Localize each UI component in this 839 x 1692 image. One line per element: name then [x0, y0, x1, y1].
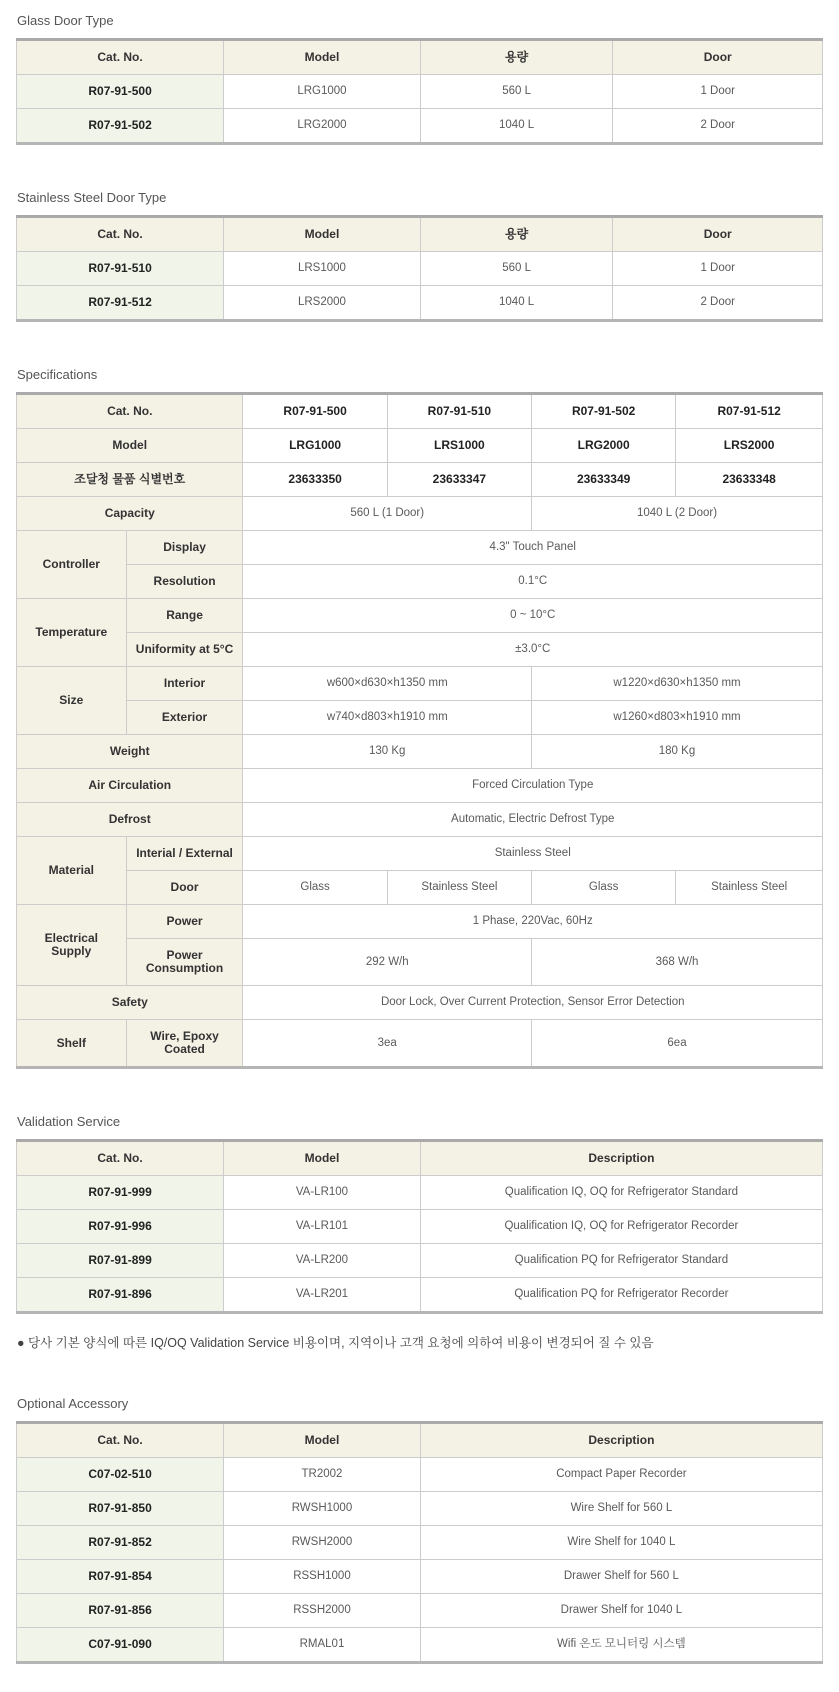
column-header: Model	[224, 217, 421, 252]
value-cell: 1 Phase, 220Vac, 60Hz	[243, 905, 823, 939]
value-cell: Forced Circulation Type	[243, 769, 823, 803]
bold-value-cell: LRS2000	[676, 429, 823, 463]
value-cell: 2 Door	[613, 286, 823, 321]
section-stainless-door-type	[16, 190, 823, 322]
value-cell: Qualification IQ, OQ for Refrigerator Standard	[420, 1176, 822, 1210]
value-cell: w740×d803×h1910 mm	[243, 701, 532, 735]
value-cell: 560 L	[420, 252, 613, 286]
value-cell: 292 W/h	[243, 939, 532, 986]
cat-no-cell: R07-91-899	[17, 1244, 224, 1278]
section-glass-door-type	[16, 13, 823, 145]
value-cell: LRS1000	[224, 252, 421, 286]
value-cell: 0 ~ 10°C	[243, 599, 823, 633]
cat-no-cell: R07-91-850	[17, 1492, 224, 1526]
label-cell: Wire, Epoxy Coated	[126, 1020, 243, 1068]
section-validation-service	[16, 1114, 823, 1351]
header-row	[17, 40, 823, 75]
value-cell: VA-LR100	[224, 1176, 421, 1210]
label-cell: Model	[17, 429, 243, 463]
column-header: Door	[613, 217, 823, 252]
bold-value-cell: R07-91-502	[532, 394, 676, 429]
cat-no-cell: R07-91-852	[17, 1526, 224, 1560]
table-row	[17, 1278, 823, 1313]
column-header: Cat. No.	[17, 1141, 224, 1176]
value-cell: RWSH2000	[224, 1526, 421, 1560]
section-optional-accessory	[16, 1396, 823, 1664]
value-cell: 0.1°C	[243, 565, 823, 599]
value-cell: Glass	[243, 871, 387, 905]
value-cell: 1 Door	[613, 75, 823, 109]
column-header: Cat. No.	[17, 40, 224, 75]
cat-no-cell: C07-02-510	[17, 1458, 224, 1492]
value-cell: Stainless Steel	[243, 837, 823, 871]
table-row	[17, 769, 823, 803]
label-cell: Electrical Supply	[17, 905, 127, 986]
value-cell: w1260×d803×h1910 mm	[532, 701, 823, 735]
cat-no-cell: R07-91-512	[17, 286, 224, 321]
cat-no-cell: R07-91-856	[17, 1594, 224, 1628]
table-row	[17, 1526, 823, 1560]
section-title: Optional Accessory	[17, 1396, 129, 1411]
value-cell: Compact Paper Recorder	[420, 1458, 822, 1492]
label-cell: Material	[17, 837, 127, 905]
value-cell: LRG2000	[224, 109, 421, 144]
label-cell: Defrost	[17, 803, 243, 837]
section-specifications	[16, 367, 823, 1069]
label-cell: Uniformity at 5°C	[126, 633, 243, 667]
table-row	[17, 463, 823, 497]
value-cell: VA-LR200	[224, 1244, 421, 1278]
cat-no-cell: R07-91-999	[17, 1176, 224, 1210]
column-header: Model	[224, 1423, 421, 1458]
cat-no-cell: C07-91-090	[17, 1628, 224, 1663]
column-header: Description	[420, 1423, 822, 1458]
table-row	[17, 497, 823, 531]
column-header: 용량	[420, 40, 613, 75]
cat-no-cell: R07-91-996	[17, 1210, 224, 1244]
label-cell: Size	[17, 667, 127, 735]
table-row	[17, 565, 823, 599]
table-row	[17, 394, 823, 429]
value-cell: w600×d630×h1350 mm	[243, 667, 532, 701]
label-cell: Controller	[17, 531, 127, 599]
table-row	[17, 905, 823, 939]
validation-note: ● 당사 기본 양식에 따른 IQ/OQ Validation Service 비용이며, 지역이나 고객 요청에 의하여 비용이 변경되어 질 수 있음	[17, 1336, 654, 1350]
value-cell: 368 W/h	[532, 939, 823, 986]
column-header: Model	[224, 1141, 421, 1176]
bold-value-cell: 23633349	[532, 463, 676, 497]
label-cell: Power	[126, 905, 243, 939]
bold-value-cell: LRG1000	[243, 429, 387, 463]
label-cell: Power Consumption	[126, 939, 243, 986]
label-cell: Weight	[17, 735, 243, 769]
value-cell: Wire Shelf for 1040 L	[420, 1526, 822, 1560]
validation-service-table	[16, 1139, 823, 1314]
value-cell: 1 Door	[613, 252, 823, 286]
table-row	[17, 667, 823, 701]
value-cell: Wire Shelf for 560 L	[420, 1492, 822, 1526]
value-cell: 1040 L	[420, 109, 613, 144]
table-row	[17, 286, 823, 321]
value-cell: Stainless Steel	[676, 871, 823, 905]
value-cell: ±3.0°C	[243, 633, 823, 667]
section-title: Specifications	[17, 367, 98, 382]
table-row	[17, 109, 823, 144]
table-row	[17, 871, 823, 905]
bold-value-cell: R07-91-510	[387, 394, 531, 429]
label-cell: Capacity	[17, 497, 243, 531]
value-cell: 180 Kg	[532, 735, 823, 769]
bold-value-cell: 23633347	[387, 463, 531, 497]
value-cell: VA-LR201	[224, 1278, 421, 1313]
column-header: Cat. No.	[17, 1423, 224, 1458]
section-title: Stainless Steel Door Type	[17, 190, 167, 205]
table-row	[17, 1492, 823, 1526]
value-cell: TR2002	[224, 1458, 421, 1492]
glass-door-type-table	[16, 38, 823, 145]
table-row	[17, 429, 823, 463]
value-cell: RWSH1000	[224, 1492, 421, 1526]
header-row	[17, 1423, 823, 1458]
table-row	[17, 599, 823, 633]
table-row	[17, 986, 823, 1020]
value-cell: Drawer Shelf for 1040 L	[420, 1594, 822, 1628]
value-cell: Drawer Shelf for 560 L	[420, 1560, 822, 1594]
value-cell: w1220×d630×h1350 mm	[532, 667, 823, 701]
bold-value-cell: R07-91-512	[676, 394, 823, 429]
cat-no-cell: R07-91-896	[17, 1278, 224, 1313]
column-header: Model	[224, 40, 421, 75]
specifications-table	[16, 392, 823, 1069]
table-row	[17, 1560, 823, 1594]
table-row	[17, 701, 823, 735]
table-row	[17, 1244, 823, 1278]
bold-value-cell: 23633350	[243, 463, 387, 497]
value-cell: Qualification IQ, OQ for Refrigerator Recorder	[420, 1210, 822, 1244]
table-row	[17, 735, 823, 769]
label-cell: Door	[126, 871, 243, 905]
column-header: Description	[420, 1141, 822, 1176]
value-cell: 2 Door	[613, 109, 823, 144]
value-cell: Qualification PQ for Refrigerator Recorder	[420, 1278, 822, 1313]
bold-value-cell: 23633348	[676, 463, 823, 497]
header-row	[17, 1141, 823, 1176]
value-cell: 130 Kg	[243, 735, 532, 769]
table-row	[17, 1458, 823, 1492]
value-cell: 6ea	[532, 1020, 823, 1068]
value-cell: 560 L (1 Door)	[243, 497, 532, 531]
optional-accessory-table	[16, 1421, 823, 1664]
table-row	[17, 75, 823, 109]
table-row	[17, 1020, 823, 1068]
column-header: Cat. No.	[17, 217, 224, 252]
value-cell: LRS2000	[224, 286, 421, 321]
value-cell: 1040 L (2 Door)	[532, 497, 823, 531]
label-cell: 조달청 물품 식별번호	[17, 463, 243, 497]
value-cell: 1040 L	[420, 286, 613, 321]
table-row	[17, 1628, 823, 1663]
table-row	[17, 1176, 823, 1210]
table-row	[17, 252, 823, 286]
label-cell: Safety	[17, 986, 243, 1020]
value-cell: Stainless Steel	[387, 871, 531, 905]
value-cell: Door Lock, Over Current Protection, Sensor Error Detection	[243, 986, 823, 1020]
section-title: Glass Door Type	[17, 13, 114, 28]
value-cell: Automatic, Electric Defrost Type	[243, 803, 823, 837]
label-cell: Temperature	[17, 599, 127, 667]
label-cell: Air Circulation	[17, 769, 243, 803]
table-row	[17, 803, 823, 837]
label-cell: Shelf	[17, 1020, 127, 1068]
label-cell: Exterior	[126, 701, 243, 735]
value-cell: RMAL01	[224, 1628, 421, 1663]
bold-value-cell: LRS1000	[387, 429, 531, 463]
value-cell: VA-LR101	[224, 1210, 421, 1244]
cat-no-cell: R07-91-854	[17, 1560, 224, 1594]
stainless-door-type-table	[16, 215, 823, 322]
value-cell: 3ea	[243, 1020, 532, 1068]
cat-no-cell: R07-91-500	[17, 75, 224, 109]
bold-value-cell: LRG2000	[532, 429, 676, 463]
table-row	[17, 939, 823, 986]
section-title: Validation Service	[17, 1114, 121, 1129]
value-cell: LRG1000	[224, 75, 421, 109]
table-row	[17, 633, 823, 667]
value-cell: Qualification PQ for Refrigerator Standard	[420, 1244, 822, 1278]
value-cell: 4.3" Touch Panel	[243, 531, 823, 565]
cat-no-cell: R07-91-502	[17, 109, 224, 144]
label-cell: Resolution	[126, 565, 243, 599]
column-header: 용량	[420, 217, 613, 252]
value-cell: Glass	[532, 871, 676, 905]
label-cell: Display	[126, 531, 243, 565]
cat-no-cell: R07-91-510	[17, 252, 224, 286]
label-cell: Cat. No.	[17, 394, 243, 429]
header-row	[17, 217, 823, 252]
table-row	[17, 837, 823, 871]
label-cell: Interial / External	[126, 837, 243, 871]
table-row	[17, 1210, 823, 1244]
table-row	[17, 531, 823, 565]
bold-value-cell: R07-91-500	[243, 394, 387, 429]
value-cell: 560 L	[420, 75, 613, 109]
value-cell: RSSH2000	[224, 1594, 421, 1628]
label-cell: Interior	[126, 667, 243, 701]
column-header: Door	[613, 40, 823, 75]
table-row	[17, 1594, 823, 1628]
label-cell: Range	[126, 599, 243, 633]
value-cell: Wifi 온도 모니터링 시스템	[420, 1628, 822, 1663]
value-cell: RSSH1000	[224, 1560, 421, 1594]
